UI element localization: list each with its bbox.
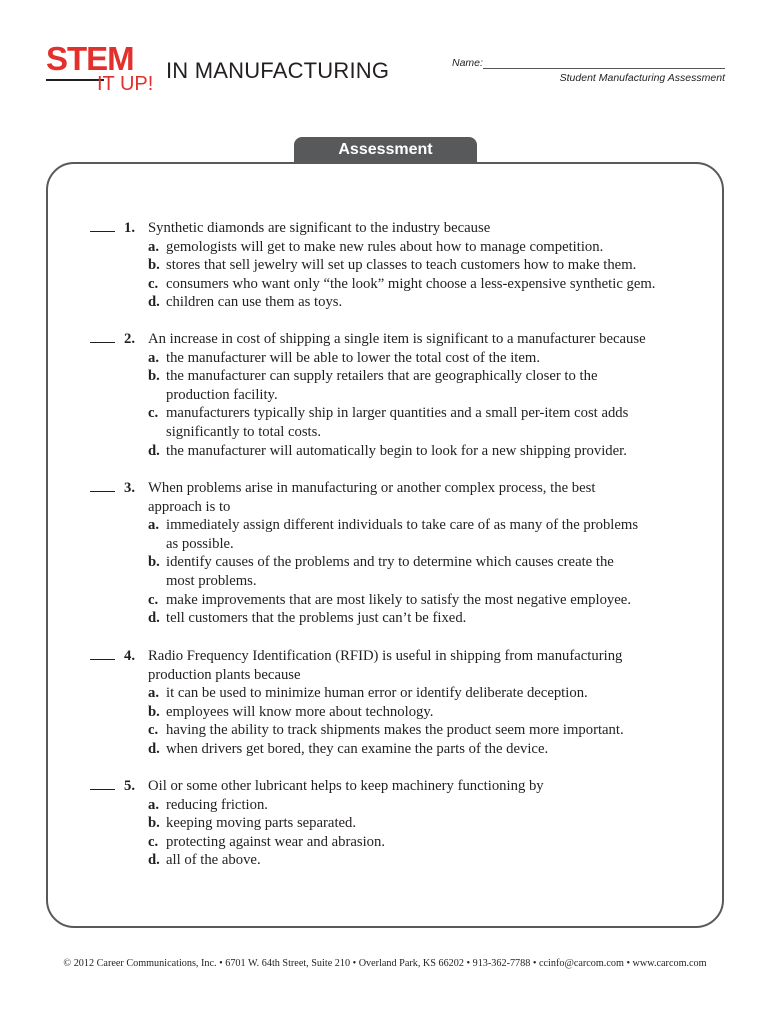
answer-option (148, 516, 718, 552)
answer-option (148, 442, 718, 461)
logo-underline (46, 79, 104, 81)
option-text: all of the above. (166, 852, 261, 869)
answer-blank[interactable] (90, 342, 115, 343)
answer-blank[interactable] (90, 659, 115, 660)
option-text: consumers who want only “the look” might choose a less-expensive synthetic gem. (166, 275, 656, 292)
answer-option (148, 851, 718, 870)
answer-option (148, 609, 718, 628)
answer-option (148, 293, 718, 312)
question-text: Synthetic diamonds are significant to the industry because (148, 220, 491, 236)
answer-option (148, 833, 718, 852)
answer-option (148, 684, 718, 703)
answer-blank[interactable] (90, 231, 115, 232)
question-text: approach is to (148, 498, 231, 515)
option-letter: c. (148, 833, 159, 850)
footer-text: © 2012 Career Communications, Inc. • 6701 W. 64th Street, Suite 210 • Overland Park, KS 66202 • 913-362-7788 • ccinfo@carcom.com • www.carcom.com (63, 958, 707, 969)
option-letter: b. (148, 703, 160, 720)
option-letter: b. (148, 257, 160, 274)
option-text: gemologists will get to make new rules about how to manage competition. (166, 238, 604, 255)
answer-option (148, 814, 718, 833)
answer-option (148, 275, 718, 294)
option-text: the manufacturer will automatically begin to look for a new shipping provider. (166, 442, 627, 459)
option-text: having the ability to track shipments makes the product seem more important. (166, 722, 624, 739)
answer-option (148, 256, 718, 275)
option-text: most problems. (166, 572, 257, 589)
answer-blank[interactable] (90, 789, 115, 790)
answer-option (148, 367, 718, 403)
question-text: An increase in cost of shipping a single item is significant to a manufacturer because (148, 331, 646, 347)
logo-stem-text: STEM (46, 40, 134, 77)
answer-option (148, 349, 718, 368)
option-letter: d. (148, 610, 160, 627)
assessment-subtitle: Student Manufacturing Assessment (559, 72, 725, 84)
question-number: 2. (124, 331, 136, 347)
question-number: 1. (124, 220, 136, 236)
option-text: make improvements that are most likely to satisfy the most negative employee. (166, 591, 631, 608)
option-text: immediately assign different individuals to take care of as many of the problems (166, 517, 639, 534)
option-text: children can use them as toys. (166, 294, 343, 311)
question-text: When problems arise in manufacturing or another complex process, the best (148, 480, 596, 496)
option-text: employees will know more about technology. (166, 703, 434, 720)
answer-option (148, 703, 718, 722)
page-title: IN MANUFACTURING (166, 58, 390, 83)
question-number: 4. (124, 648, 136, 664)
option-text: significantly to total costs. (166, 423, 322, 440)
option-letter: c. (148, 275, 159, 292)
answer-option (148, 404, 718, 440)
option-letter: d. (148, 741, 160, 757)
option-letter: a. (148, 685, 160, 702)
answer-option (148, 553, 718, 589)
option-letter: a. (148, 517, 160, 534)
option-letter: c. (148, 722, 159, 739)
option-text: stores that sell jewelry will set up classes to teach customers how to make them. (166, 257, 637, 274)
option-letter: d. (148, 442, 160, 459)
option-text: it can be used to minimize human error or identify deliberate deception. (166, 685, 588, 702)
answer-option (148, 740, 718, 759)
answer-option (148, 796, 718, 815)
question-text: production plants because (148, 666, 301, 683)
question-text: Radio Frequency Identification (RFID) is useful in shipping from manufacturing (148, 648, 623, 664)
option-text: reducing friction. (166, 796, 268, 813)
option-text: the manufacturer can supply retailers that are geographically closer to the (166, 368, 598, 385)
option-text: protecting against wear and abrasion. (166, 833, 386, 850)
option-letter: c. (148, 591, 159, 608)
option-text: as possible. (166, 535, 234, 552)
option-text: identify causes of the problems and try to determine which causes create the (166, 554, 614, 571)
option-letter: b. (148, 815, 160, 832)
option-text: manufacturers typically ship in larger quantities and a small per-item cost adds (166, 405, 629, 422)
answer-option (148, 238, 718, 257)
option-letter: d. (148, 294, 160, 311)
option-text: tell customers that the problems just can’t be fixed. (166, 610, 467, 627)
option-letter: a. (148, 238, 160, 255)
name-field[interactable] (483, 68, 725, 69)
answer-option (148, 721, 718, 740)
logo-itup-text: IT UP! (97, 73, 154, 95)
option-letter: c. (148, 405, 159, 422)
option-letter: b. (148, 554, 160, 571)
question-number: 5. (124, 778, 136, 794)
question-number: 3. (124, 480, 136, 496)
option-text: production facility. (166, 386, 278, 403)
option-letter: b. (148, 368, 160, 385)
option-text: when drivers get bored, they can examine the parts of the device. (166, 741, 549, 757)
stem-it-up-logo (46, 42, 171, 102)
answer-blank[interactable] (90, 491, 115, 492)
assessment-tab: Assessment (294, 137, 477, 164)
option-letter: d. (148, 852, 160, 869)
name-label: Name: (452, 57, 483, 69)
option-letter: a. (148, 349, 160, 366)
option-text: the manufacturer will be able to lower the total cost of the item. (166, 349, 540, 366)
question-text: Oil or some other lubricant helps to keep machinery functioning by (148, 778, 544, 794)
answer-option (148, 591, 718, 610)
option-letter: a. (148, 796, 160, 813)
option-text: keeping moving parts separated. (166, 815, 357, 832)
